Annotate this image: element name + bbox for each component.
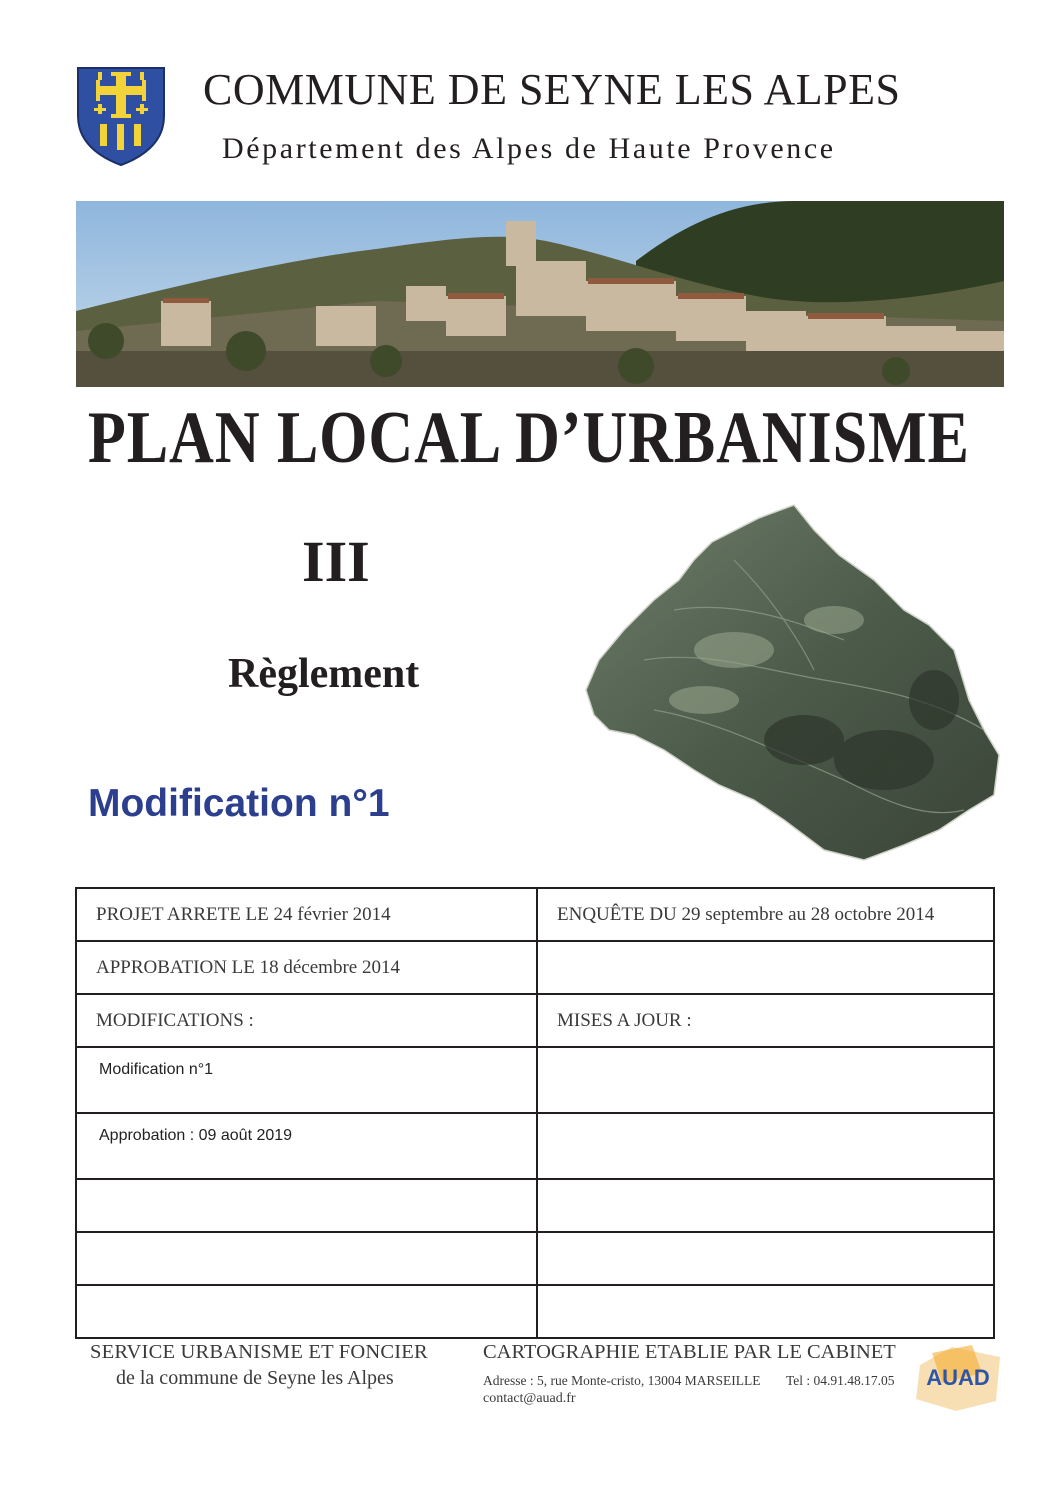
cabinet-address: Adresse : 5, rue Monte-cristo, 13004 MARSEILLE bbox=[483, 1373, 761, 1388]
commune-title: COMMUNE DE SEYNE LES ALPES bbox=[203, 65, 901, 114]
part-title: Règlement bbox=[228, 651, 420, 697]
table-cell bbox=[537, 1113, 994, 1179]
table-row bbox=[76, 888, 994, 941]
cabinet-phone: Tel : 04.91.48.17.05 bbox=[786, 1373, 895, 1388]
table-cell bbox=[537, 1285, 994, 1338]
auad-logo-icon bbox=[912, 1343, 1004, 1413]
table-cell bbox=[537, 1232, 994, 1285]
table-cell: MODIFICATIONS : bbox=[76, 994, 537, 1047]
table-cell: Approbation : 09 août 2019 bbox=[76, 1113, 537, 1179]
part-number: III bbox=[302, 529, 370, 594]
coat-of-arms-icon bbox=[76, 66, 166, 166]
table-row bbox=[76, 994, 994, 1047]
cabinet-label: CARTOGRAPHIE ETABLIE PAR LE CABINET bbox=[483, 1341, 896, 1363]
modification-label: Modification n°1 bbox=[88, 782, 390, 825]
table-row bbox=[76, 1113, 994, 1179]
table-cell bbox=[76, 1285, 537, 1338]
approval-table bbox=[75, 887, 995, 1339]
table-row bbox=[76, 1285, 994, 1338]
table-row bbox=[76, 941, 994, 994]
table-cell bbox=[76, 1179, 537, 1232]
cabinet-email[interactable]: contact@auad.fr bbox=[483, 1391, 576, 1406]
department-subtitle: Département des Alpes de Haute Provence bbox=[222, 132, 836, 165]
table-row bbox=[76, 1179, 994, 1232]
table-cell: ENQUÊTE DU 29 septembre au 28 octobre 2014 bbox=[537, 888, 994, 941]
table-cell bbox=[537, 941, 994, 994]
table-cell: APPROBATION LE 18 décembre 2014 bbox=[76, 941, 537, 994]
table-cell: MISES A JOUR : bbox=[537, 994, 994, 1047]
logo-text: AUAD bbox=[926, 1365, 990, 1390]
plan-title: PLAN LOCAL D’URBANISME bbox=[87, 397, 970, 479]
table-cell bbox=[537, 1047, 994, 1113]
table-row bbox=[76, 1232, 994, 1285]
table-cell: PROJET ARRETE LE 24 février 2014 bbox=[76, 888, 537, 941]
service-name: SERVICE URBANISME ET FONCIER bbox=[90, 1341, 428, 1363]
table-row bbox=[76, 1047, 994, 1113]
village-panorama-photo bbox=[76, 201, 1004, 387]
table-cell bbox=[537, 1179, 994, 1232]
service-commune: de la commune de Seyne les Alpes bbox=[116, 1367, 394, 1389]
table-cell: Modification n°1 bbox=[76, 1047, 537, 1113]
table-cell bbox=[76, 1232, 537, 1285]
aerial-territory-map bbox=[584, 500, 1004, 868]
